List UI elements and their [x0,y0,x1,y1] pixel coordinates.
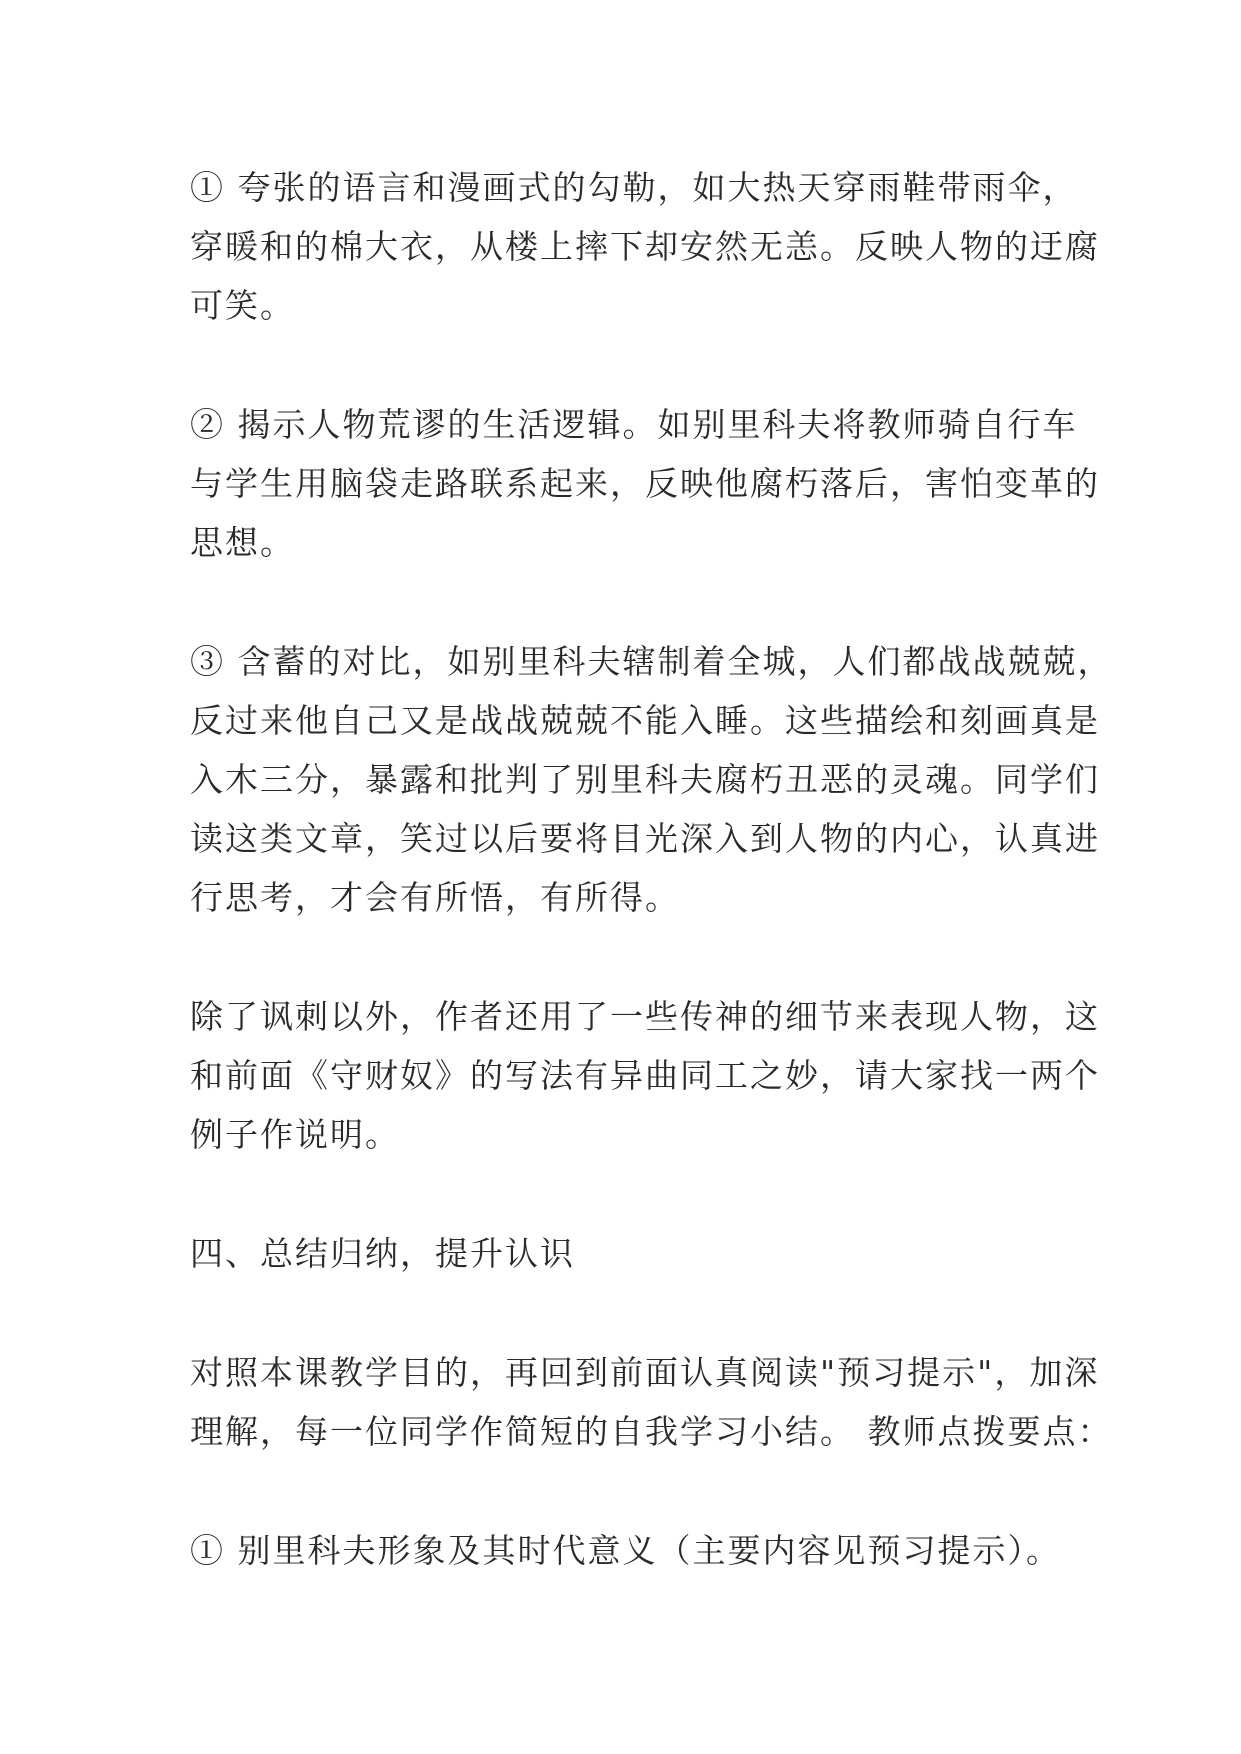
text-line: 除了讽刺以外，作者还用了一些传神的细节来表现人物，这 [190,997,1100,1036]
paragraph-point-one [190,1521,1070,1580]
paragraph-gap [190,1164,1070,1224]
text-line: 反过来他自己又是战战兢兢不能入睡。这些描绘和刻画真是 [190,701,1100,740]
text-line: 读这类文章，笑过以后要将目光深入到人物的内心，认真进 [190,819,1100,858]
text-line: 对照本课教学目的，再回到前面认真阅读"预习提示"，加深 [190,1353,1100,1392]
text-line: 和前面《守财奴》的写法有异曲同工之妙，请大家找一两个 [190,1056,1100,1095]
paragraph-gap [190,1283,1070,1343]
text-line: 例子作说明。 [190,1115,400,1154]
paragraph-logic [190,395,1100,572]
text-line: ① 夸张的语言和漫画式的勾勒，如大热天穿雨鞋带雨伞， [190,168,1078,207]
text-line: ③ 含蓄的对比，如别里科夫辖制着全城，人们都战战兢兢， [190,642,1113,681]
paragraph-contrast [190,632,1113,927]
section-heading [190,1224,1070,1283]
paragraph-gap [190,572,1070,632]
paragraph-details [190,987,1100,1164]
text-line: 穿暖和的棉大衣，从楼上摔下却安然无恙。反映人物的迂腐 [190,227,1100,266]
text-line: ② 揭示人物荒谬的生活逻辑。如别里科夫将教师骑自行车 [190,405,1078,444]
paragraph-gap [190,335,1070,395]
paragraph-summary [190,1343,1113,1461]
text-line: 理解，每一位同学作简短的自我学习小结。 教师点拨要点： [190,1412,1113,1451]
heading-line: 四、总结归纳，提升认识 [190,1234,575,1273]
text-line: ① 别里科夫形象及其时代意义（主要内容见预习提示）。 [190,1531,1061,1570]
text-line: 与学生用脑袋走路联系起来，反映他腐朽落后，害怕变革的 [190,464,1100,503]
text-line: 入木三分，暴露和批判了别里科夫腐朽丑恶的灵魂。同学们 [190,760,1100,799]
paragraph-exaggeration [190,158,1100,335]
paragraph-gap [190,1461,1070,1521]
text-line: 行思考，才会有所悟，有所得。 [190,878,680,917]
text-line: 思想。 [190,523,295,562]
document-body [190,158,1113,1580]
paragraph-gap [190,927,1070,987]
text-line: 可笑。 [190,286,295,325]
